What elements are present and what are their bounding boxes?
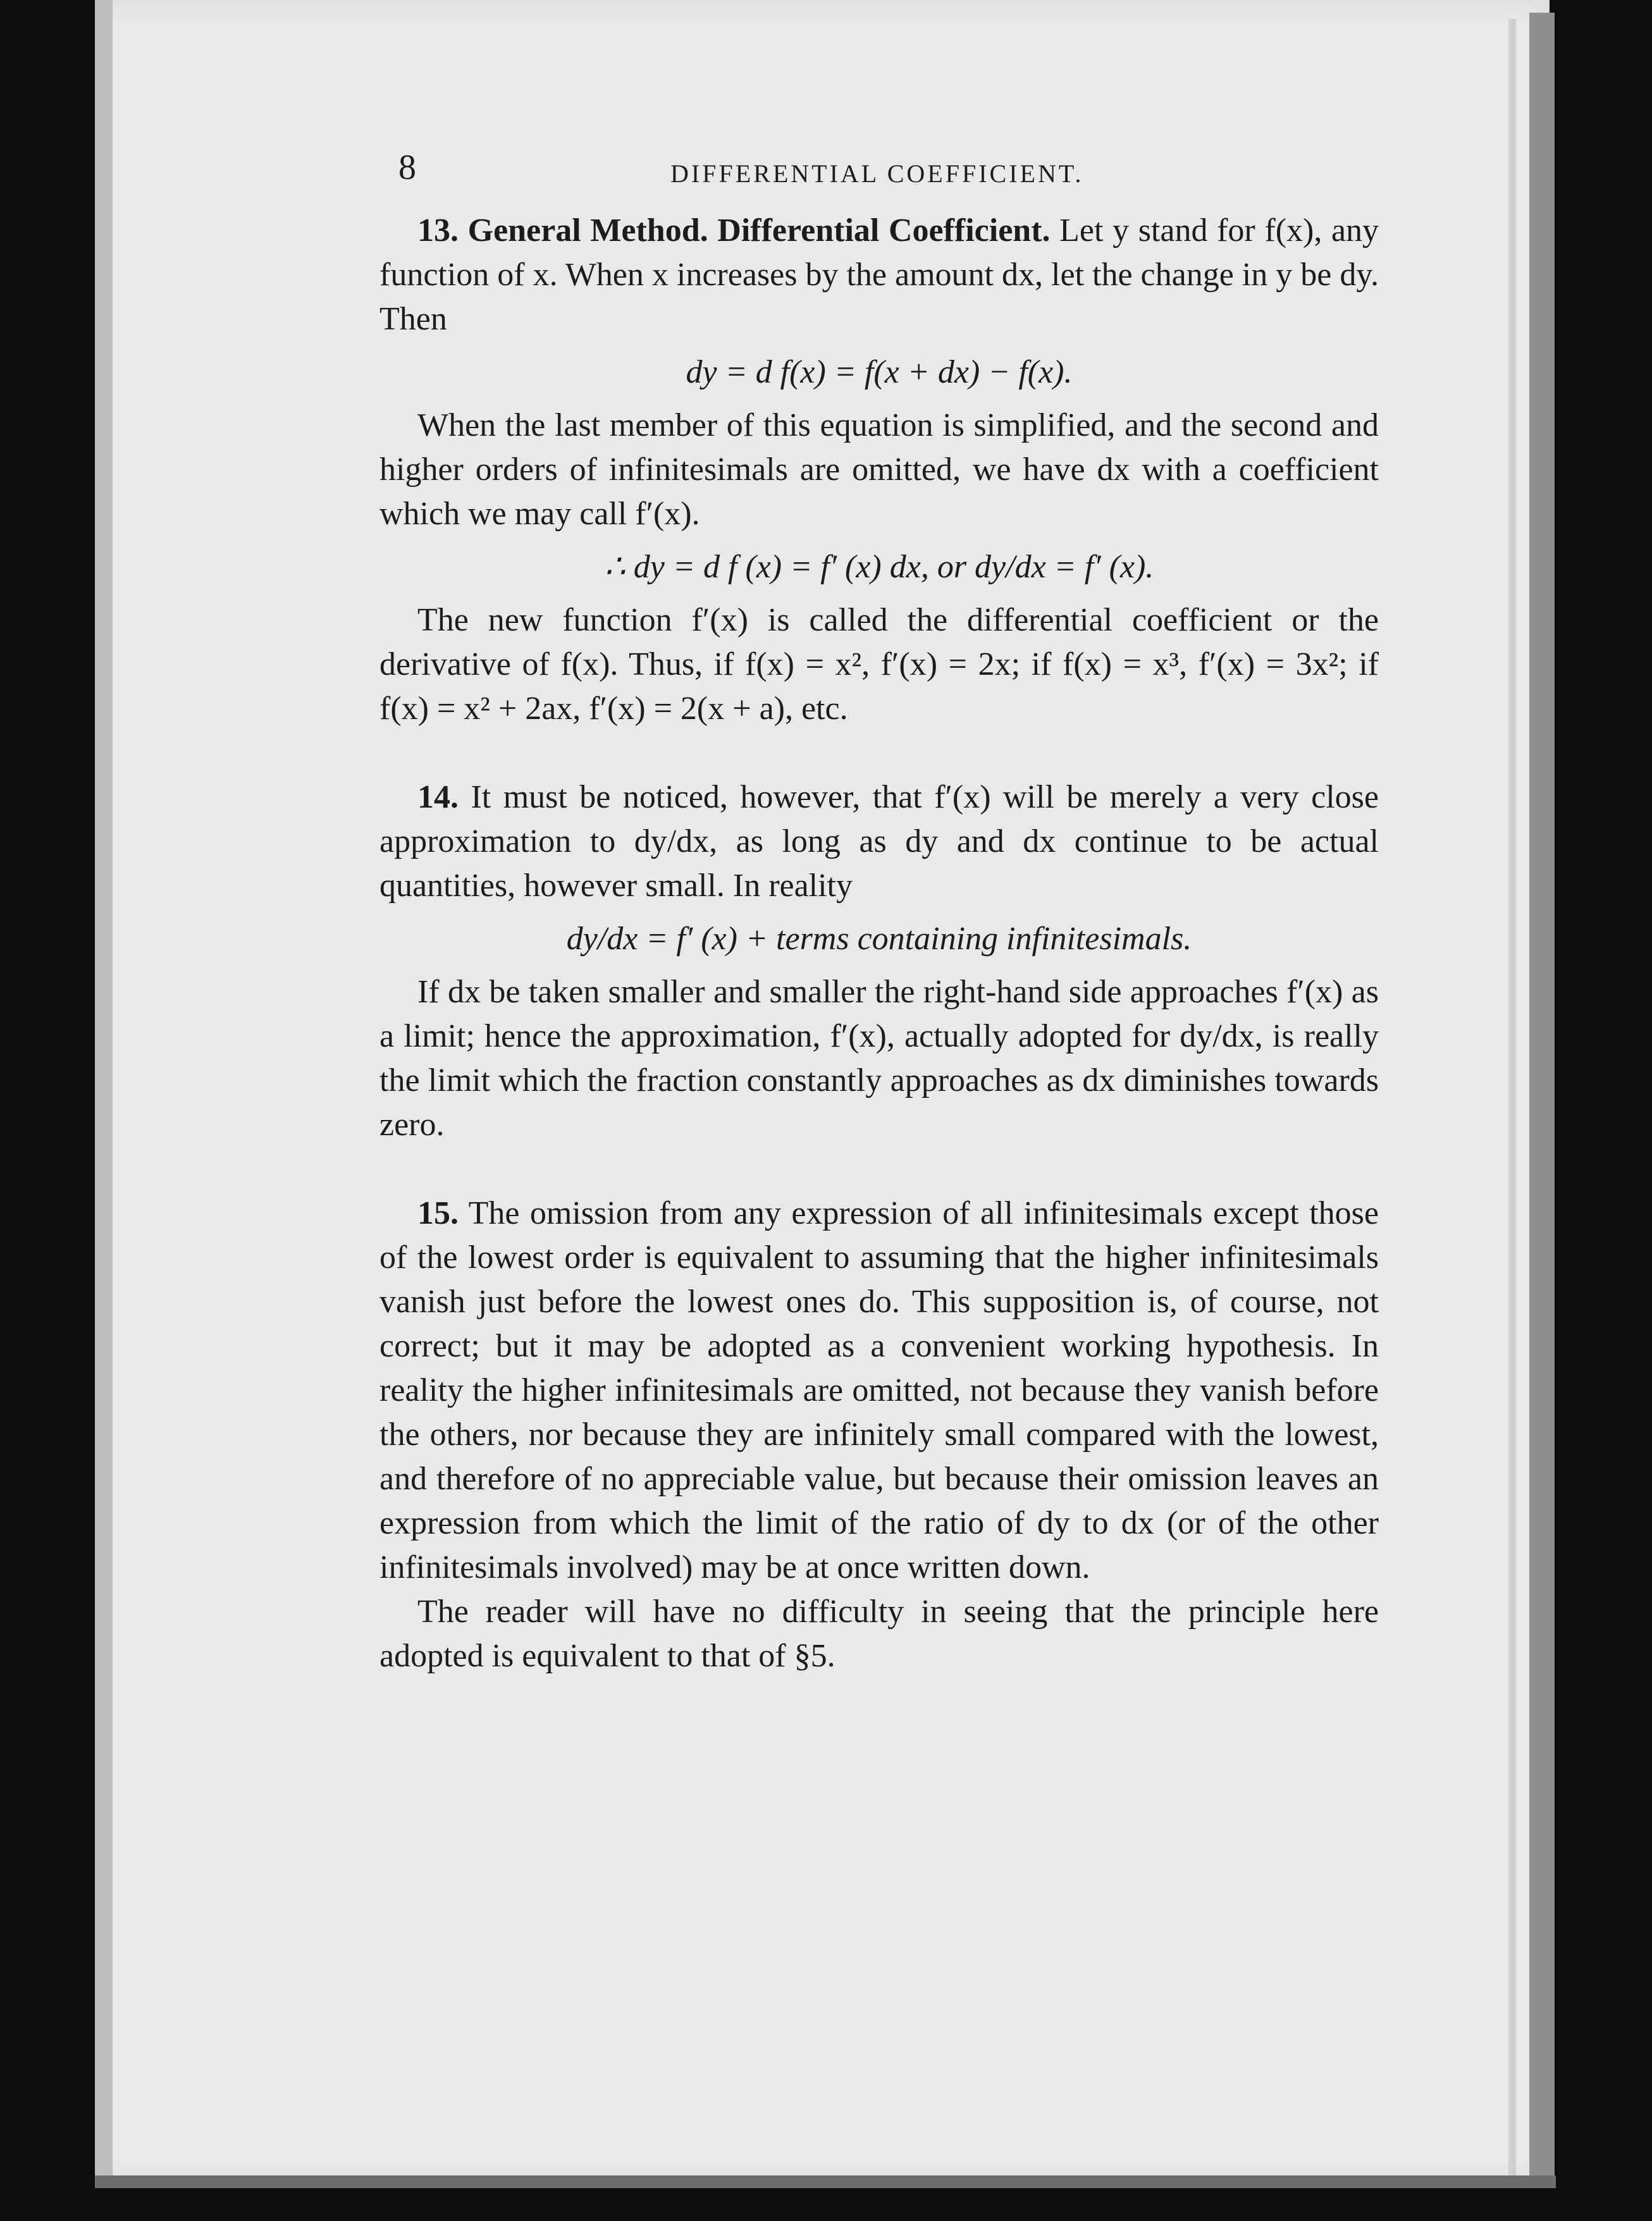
paragraph-text: Let y stand for f(x), any function of x. When x increases by the amount dx, let the change in y be dy. Then <box>379 212 1379 337</box>
section-14 <box>379 775 1379 1147</box>
paragraph-text: It must be noticed, however, that f′(x) will be merely a very close approximation to dy/dx, as long as dy and dx continue to be actual quantities, however small. In reality <box>379 779 1379 904</box>
equation: dy/dx = f′ (x) + terms containing infinitesimals. <box>566 921 1192 957</box>
paragraph: The reader will have no difficulty in seeing that the principle here adopted is equivalent to that of §5. <box>379 1594 1379 1674</box>
section-15-intro <box>379 1191 1379 1590</box>
section-15 <box>379 1191 1379 1678</box>
section-number: 14. <box>417 779 459 815</box>
section-13 <box>379 209 1379 731</box>
section-number: 15. <box>417 1195 459 1231</box>
running-head: DIFFERENTIAL COEFFICIENT. <box>670 159 1084 188</box>
page-number: 8 <box>398 148 416 187</box>
page-edge-left <box>95 0 113 2182</box>
page-edge-right <box>1529 13 1555 2175</box>
section-13-intro <box>379 209 1379 341</box>
page-header <box>379 145 1379 202</box>
section-number: 13. <box>417 212 459 249</box>
paragraph: When the last member of this equation is simplified, and the second and higher orders of infinitesimals are omitted, we have dx with a coefficient which we may call f′(x). <box>379 407 1379 532</box>
page-edge-bottom <box>95 2175 1556 2188</box>
paragraph: If dx be taken smaller and smaller the right-hand side approaches f′(x) as a limit; hence the approximation, f′(x), actually adopted for dy/dx, is really the limit which the fraction constantly approaches as dx diminishes towards zero. <box>379 974 1379 1143</box>
equation: dy = d f(x) = f(x + dx) − f(x). <box>686 354 1073 390</box>
page-edge-inner-right <box>1508 19 1516 2175</box>
section-title: General Method. Differential Coefficient. <box>467 212 1051 249</box>
paragraph-text: The omission from any expression of all infinitesimals except those of the lowest order is equivalent to assuming that the higher infinitesimals vanish just before the lowest ones do. This supposition is, of course, not correct; but it may be adopted as a convenient working hypothesis. In reality the higher infinitesimals are omitted, not because they vanish before the others, nor because they are infinitely small compared with the lowest, and therefore of no appreciable value, but because their omission leaves an expression from which the limit of the ratio of dy to dx (or of the other infinitesimals involved) may be at once written down. <box>379 1195 1379 1585</box>
section-14-intro <box>379 775 1379 908</box>
equation: ∴ dy = d f (x) = f′ (x) dx, or dy/dx = f′ (x). <box>604 549 1154 585</box>
page-text <box>379 145 1379 1678</box>
paragraph: The new function f′(x) is called the differential coefficient or the derivative of f(x). Thus, if f(x) = x², f′(x) = 2x; if f(x) = x³, f′(x) = 3x²; if f(x) = x² + 2ax, f′(x) = 2(x + a), etc. <box>379 602 1379 727</box>
